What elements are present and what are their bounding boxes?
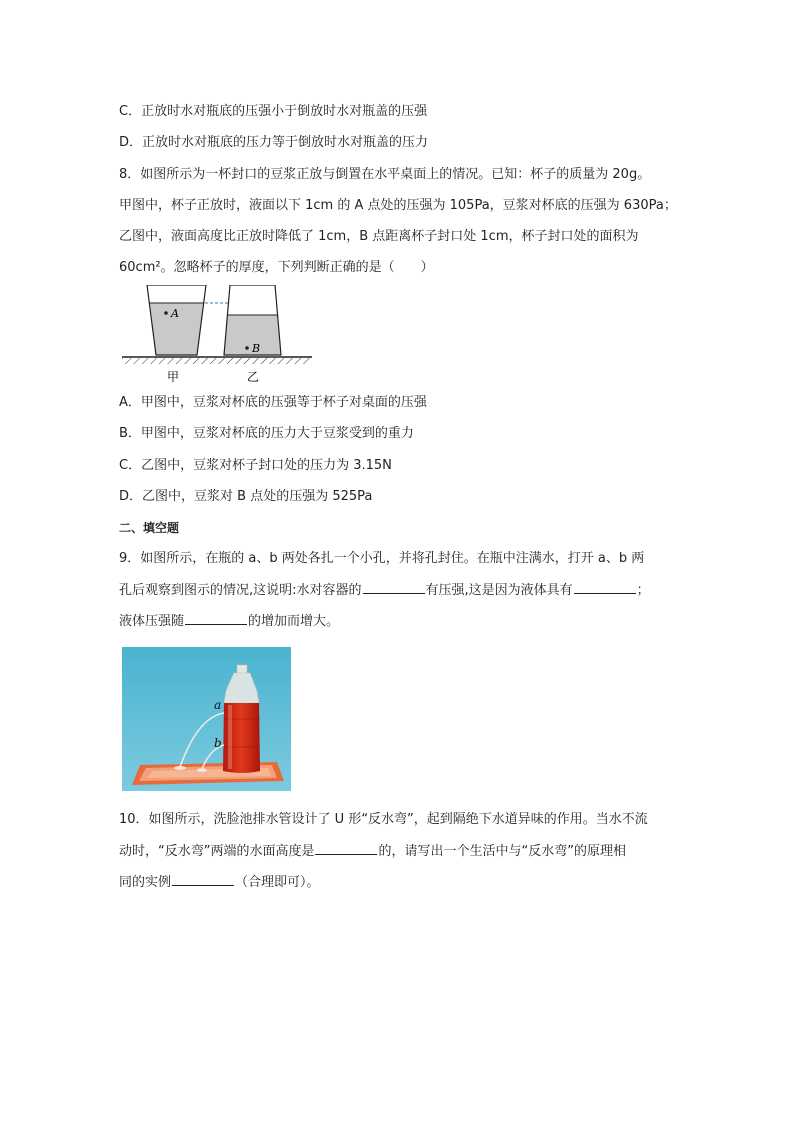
q9-text-3b: 的增加而增大。 (248, 614, 340, 629)
q8-stem-line-3: 乙图中，液面高度比正放时降低了 1cm，B 点距离杯子封口处 1cm，杯子封口处的面积为 (119, 229, 639, 244)
hole-b-label: b (214, 736, 222, 750)
cups-figure (119, 285, 319, 385)
q9-blank-1 (363, 581, 425, 594)
table-hatch (122, 358, 312, 364)
bottle-photo (122, 647, 291, 791)
q9-text-2b: 有压强,这是因为液体具有 (425, 583, 573, 598)
q8-option-c: C．乙图中，豆浆对杯子封口处的压力为 3.15N (119, 458, 392, 473)
q8-option-a: A．甲图中，豆浆对杯底的压强等于杯子对桌面的压强 (119, 395, 427, 410)
q10-stem-line-1: 10．如图所示，洗脸池排水管设计了 U 形“反水弯”，起到隔绝下水道异味的作用。当水不流 (119, 812, 648, 827)
q8-stem-line-2: 甲图中，杯子正放时，液面以下 1cm 的 A 点处的压强为 105Pa，豆浆对杯底的压强为 630Pa； (119, 198, 677, 213)
q8-option-d: D．乙图中，豆浆对 B 点处的压强为 525Pa (119, 489, 373, 504)
q7-option-c: C．正放时水对瓶底的压强小于倒放时水对瓶盖的压强 (119, 104, 428, 119)
q10-stem-line-3 (119, 873, 320, 892)
q9-text-3a: 液体压强随 (119, 614, 185, 629)
section-heading: 二、填空题 (119, 521, 180, 535)
tray (132, 762, 284, 785)
point-b-label: B (252, 342, 261, 355)
q9-stem-line-1: 9．如图所示，在瓶的 a、b 两处各扎一个小孔，并将孔封住。在瓶中注满水，打开 a、b 两 (119, 551, 645, 566)
q9-stem-line-3 (119, 612, 339, 631)
q9-blank-2 (574, 581, 636, 594)
q9-blank-3 (185, 612, 247, 625)
point-a-dot (164, 311, 168, 315)
q10-text-2a: 动时，“反水弯”两端的水面高度是 (119, 844, 315, 859)
label-yi: 乙 (247, 370, 260, 384)
point-b-dot (245, 346, 249, 350)
q8-stem-line-4: 60cm²。忽略杯子的厚度，下列判断正确的是（ ） (119, 260, 434, 275)
q9-text-2c: ； (636, 583, 650, 598)
q10-blank-2 (172, 873, 234, 886)
q10-stem-line-2 (119, 842, 626, 861)
q10-text-3b: （合理即可）。 (235, 875, 320, 890)
label-jia: 甲 (167, 370, 180, 384)
hole-a-label: a (214, 698, 222, 712)
point-a-label: A (171, 307, 179, 320)
cup-jia (147, 285, 206, 355)
q9-text-2a: 孔后观察到图示的情况,这说明:水对容器的 (119, 583, 362, 598)
q10-text-2b: 的，请写出一个生活中与“反水弯”的原理相 (378, 844, 626, 859)
q8-option-b: B．甲图中，豆浆对杯底的压力大于豆浆受到的重力 (119, 426, 414, 441)
q9-stem-line-2 (119, 581, 650, 600)
q8-stem-line-1: 8．如图所示为一杯封口的豆浆正放与倒置在水平桌面上的情况。已知：杯子的质量为 20g。 (119, 167, 651, 182)
q7-option-d: D．正放时水对瓶底的压力等于倒放时水对瓶盖的压力 (119, 135, 429, 150)
q10-text-3a: 同的实例 (119, 875, 172, 890)
q10-blank-1 (315, 842, 377, 855)
